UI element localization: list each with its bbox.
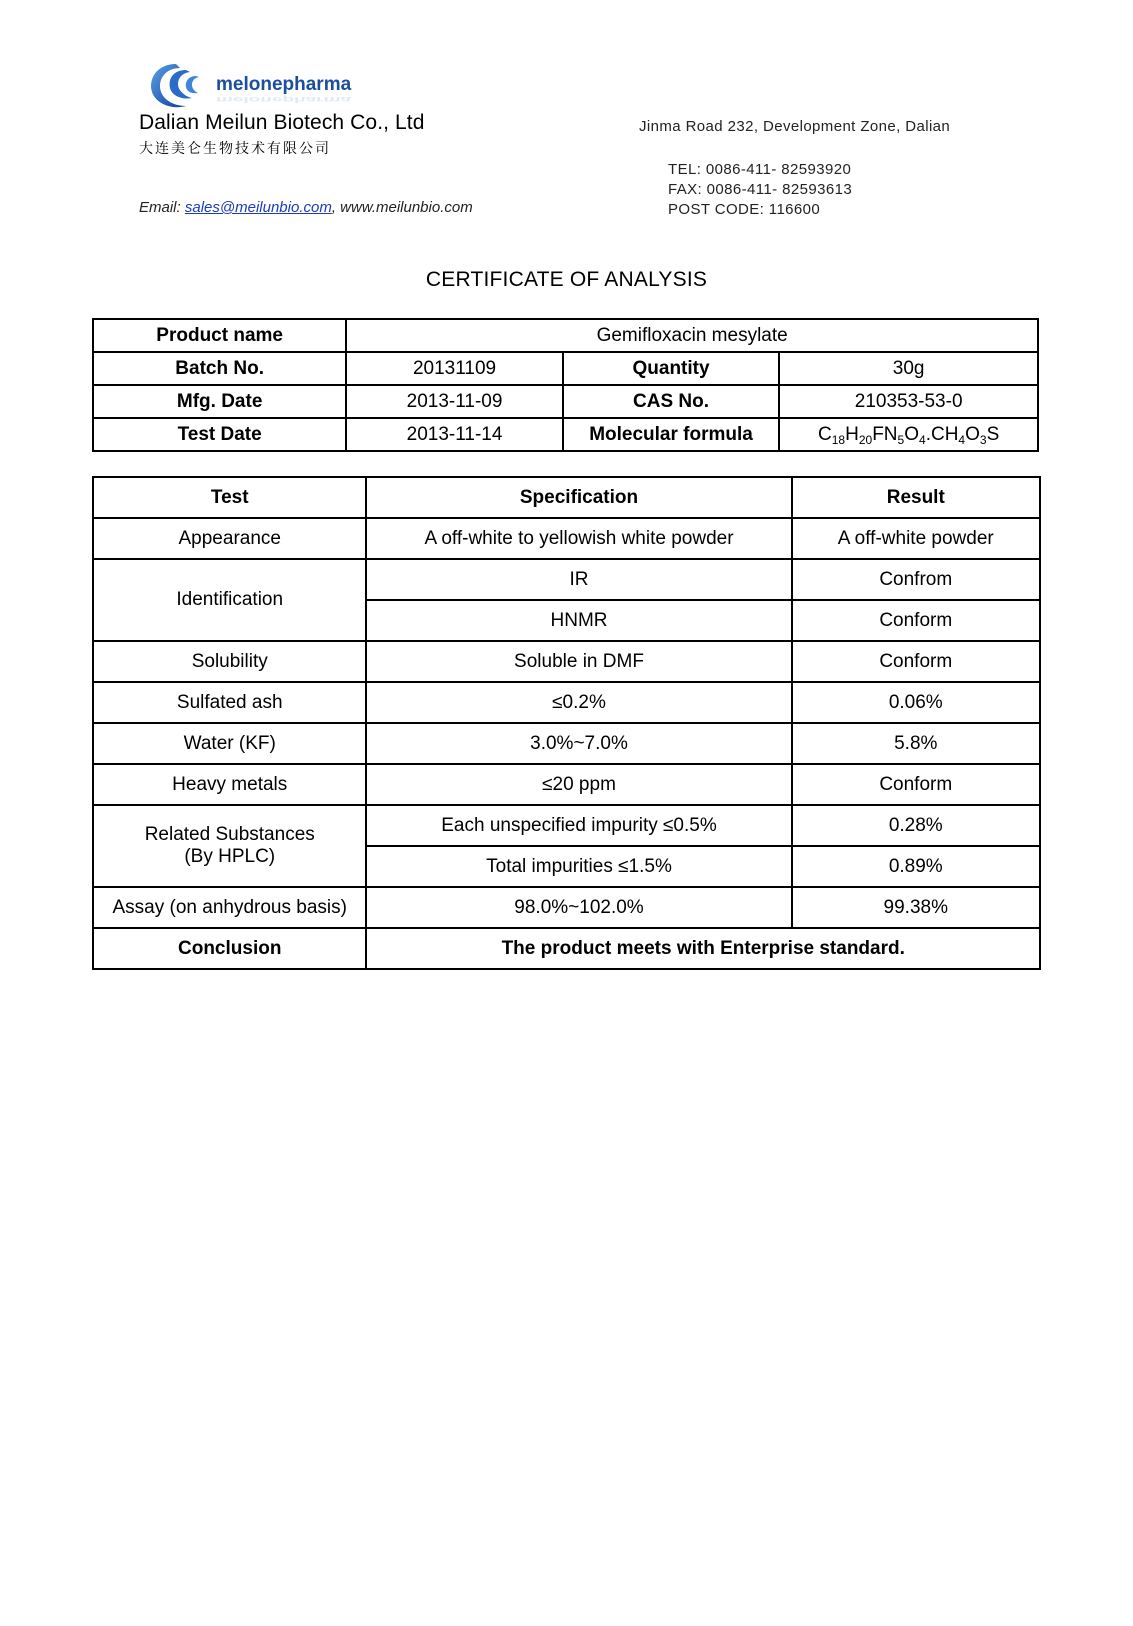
table-row (93, 887, 1040, 928)
test-cell: Solubility (93, 641, 366, 682)
company-address: Jinma Road 232, Development Zone, Dalian (639, 118, 951, 135)
table-row (93, 559, 1040, 600)
test-date-label: Test Date (93, 418, 346, 451)
table-row (93, 723, 1040, 764)
result-cell: Conform (792, 764, 1040, 805)
spec-cell: 98.0%~102.0% (366, 887, 791, 928)
product-name-value: Gemifloxacin mesylate (346, 319, 1038, 352)
table-row (93, 764, 1040, 805)
test-cell: Heavy metals (93, 764, 366, 805)
header-spec: Specification (366, 477, 791, 518)
email-link[interactable]: sales@meilunbio.com (184, 199, 332, 216)
result-cell: 5.8% (792, 723, 1040, 764)
contact-numbers (668, 160, 852, 220)
svg-text:melonepharma: melonepharma (216, 74, 352, 95)
table-row (93, 385, 1038, 418)
cas-value: 210353-53-0 (779, 385, 1038, 418)
table-row (93, 641, 1040, 682)
table-row (93, 352, 1038, 385)
contact-separator: , (331, 199, 336, 216)
quantity-value: 30g (779, 352, 1038, 385)
spec-cell: Soluble in DMF (366, 641, 791, 682)
document-title: CERTIFICATE OF ANALYSIS (425, 268, 708, 291)
tel-line: TEL: 0086-411- 82593920 (668, 161, 852, 178)
batch-label: Batch No. (93, 352, 346, 385)
table-row (93, 518, 1040, 559)
table-row (93, 928, 1040, 969)
related-substances-line2: (By HPLC) (184, 846, 276, 867)
formula-value: $C_{18}H_{20}FN_5O_4.CH_4O_3S$ (779, 418, 1038, 451)
spec-cell: IR (366, 559, 791, 600)
result-cell: Conform (792, 641, 1040, 682)
test-cell: Identification (93, 559, 366, 641)
product-name-label: Product name (93, 319, 346, 352)
conclusion-label: Conclusion (93, 928, 366, 969)
mfg-date-value: 2013-11-09 (346, 385, 562, 418)
quantity-label: Quantity (563, 352, 780, 385)
test-cell: Assay (on anhydrous basis) (93, 887, 366, 928)
table-row (93, 805, 1040, 846)
company-logo (146, 60, 376, 112)
spec-cell: ≤0.2% (366, 682, 791, 723)
header-test: Test (93, 477, 366, 518)
result-cell: 0.89% (792, 846, 1040, 887)
logo-swirl-icon (146, 60, 376, 112)
table-row (93, 319, 1038, 352)
result-cell: 0.28% (792, 805, 1040, 846)
company-name-cn: 大连美仑生物技术有限公司 (139, 141, 331, 157)
test-date-value: 2013-11-14 (346, 418, 562, 451)
table-row (93, 418, 1038, 451)
test-cell: Appearance (93, 518, 366, 559)
fax-line: FAX: 0086-411- 82593613 (668, 181, 853, 198)
related-substances-line1: Related Substances (144, 824, 315, 845)
result-cell: 99.38% (792, 887, 1040, 928)
test-cell: Sulfated ash (93, 682, 366, 723)
table-row (93, 682, 1040, 723)
spec-cell: HNMR (366, 600, 791, 641)
svg-text:melonepharma: melonepharma (216, 94, 352, 104)
post-code-line: POST CODE: 116600 (668, 201, 821, 218)
test-cell: Water (KF) (93, 723, 366, 764)
cas-label: CAS No. (563, 385, 780, 418)
results-table (92, 476, 1041, 970)
result-cell: 0.06% (792, 682, 1040, 723)
result-cell: Confrom (792, 559, 1040, 600)
spec-cell: Each unspecified impurity ≤0.5% (366, 805, 791, 846)
spec-cell: Total impurities ≤1.5% (366, 846, 791, 887)
table-header-row (93, 477, 1040, 518)
test-cell (93, 805, 366, 887)
company-name-en: Dalian Meilun Biotech Co., Ltd (139, 111, 425, 134)
product-info-table (92, 318, 1039, 452)
email-label: Email: (139, 199, 181, 216)
conclusion-text: The product meets with Enterprise standard. (366, 928, 1040, 969)
result-cell: A off-white powder (792, 518, 1040, 559)
result-cell: Conform (792, 600, 1040, 641)
header-result: Result (792, 477, 1040, 518)
contact-line (139, 199, 473, 216)
spec-cell: ≤20 ppm (366, 764, 791, 805)
formula-label: Molecular formula (563, 418, 780, 451)
website-link[interactable]: www.meilunbio.com (340, 199, 473, 216)
mfg-date-label: Mfg. Date (93, 385, 346, 418)
spec-cell: 3.0%~7.0% (366, 723, 791, 764)
spec-cell: A off-white to yellowish white powder (366, 518, 791, 559)
batch-value: 20131109 (346, 352, 562, 385)
